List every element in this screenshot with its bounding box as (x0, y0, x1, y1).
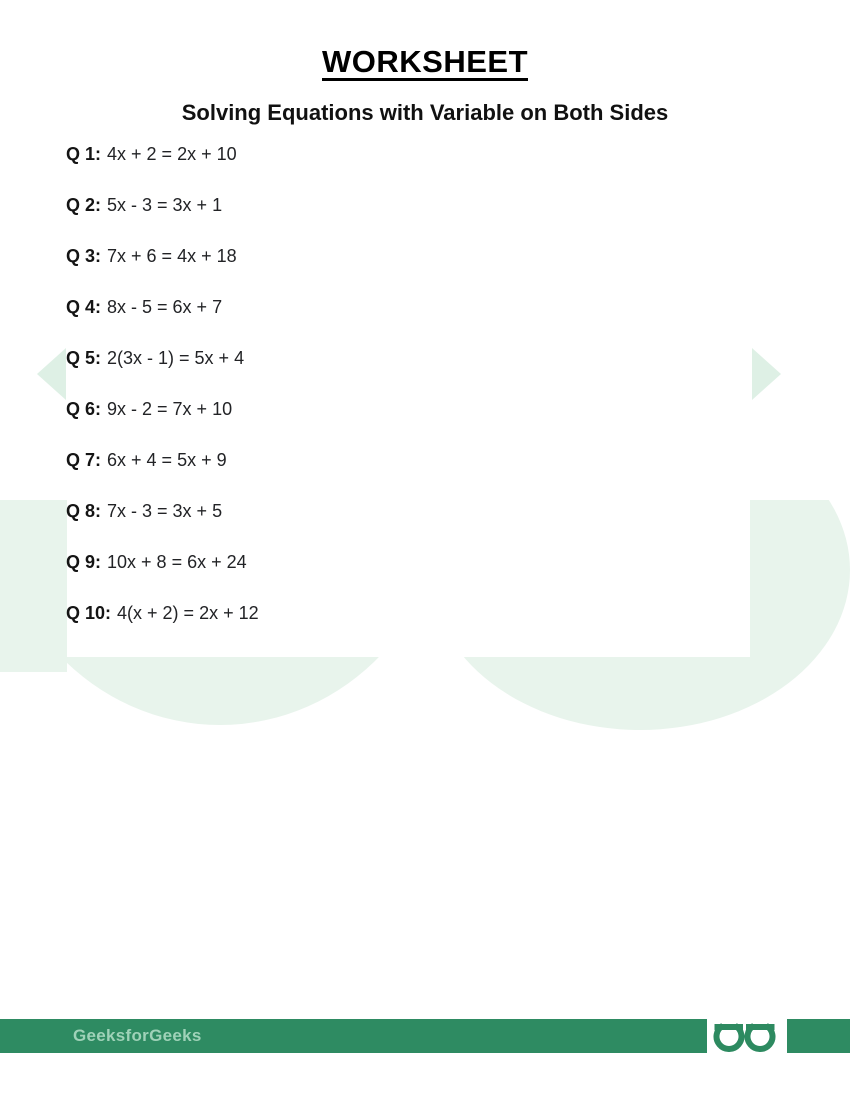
question-list (66, 144, 706, 654)
question-label: Q 8: (66, 501, 102, 521)
question-equation: 9x - 2 = 7x + 10 (107, 399, 233, 419)
question-label: Q 2: (66, 195, 102, 215)
geeksforgeeks-logo-icon (713, 1019, 776, 1052)
question-row (66, 501, 706, 521)
question-row (66, 552, 706, 572)
question-row (66, 144, 706, 164)
question-label: Q 1: (66, 144, 102, 164)
question-equation: 7x - 3 = 3x + 5 (107, 501, 223, 521)
question-equation: 4(x + 2) = 2x + 12 (117, 603, 259, 623)
question-label: Q 3: (66, 246, 102, 266)
question-row (66, 195, 706, 215)
watermark-left-band (0, 500, 67, 672)
page-title: WORKSHEET (322, 44, 528, 79)
question-equation: 6x + 4 = 5x + 9 (107, 450, 227, 470)
question-label: Q 4: (66, 297, 102, 317)
question-equation: 7x + 6 = 4x + 18 (107, 246, 237, 266)
question-equation: 4x + 2 = 2x + 10 (107, 144, 237, 164)
question-label: Q 6: (66, 399, 102, 419)
footer-bar-right (787, 1019, 850, 1053)
page-subtitle: Solving Equations with Variable on Both Sides (181, 100, 669, 125)
question-row (66, 297, 706, 317)
question-equation: 2(3x - 1) = 5x + 4 (107, 348, 245, 368)
question-label: Q 10: (66, 603, 112, 623)
question-row (66, 246, 706, 266)
question-label: Q 5: (66, 348, 102, 368)
question-label: Q 7: (66, 450, 102, 470)
question-row (66, 348, 706, 368)
footer-brand-text: GeeksforGeeks (73, 1026, 202, 1045)
question-row (66, 603, 706, 623)
question-equation: 5x - 3 = 3x + 1 (107, 195, 223, 215)
footer (0, 1019, 850, 1053)
question-equation: 8x - 5 = 6x + 7 (107, 297, 223, 317)
question-equation: 10x + 8 = 6x + 24 (107, 552, 247, 572)
question-label: Q 9: (66, 552, 102, 572)
question-row (66, 399, 706, 419)
question-row (66, 450, 706, 470)
